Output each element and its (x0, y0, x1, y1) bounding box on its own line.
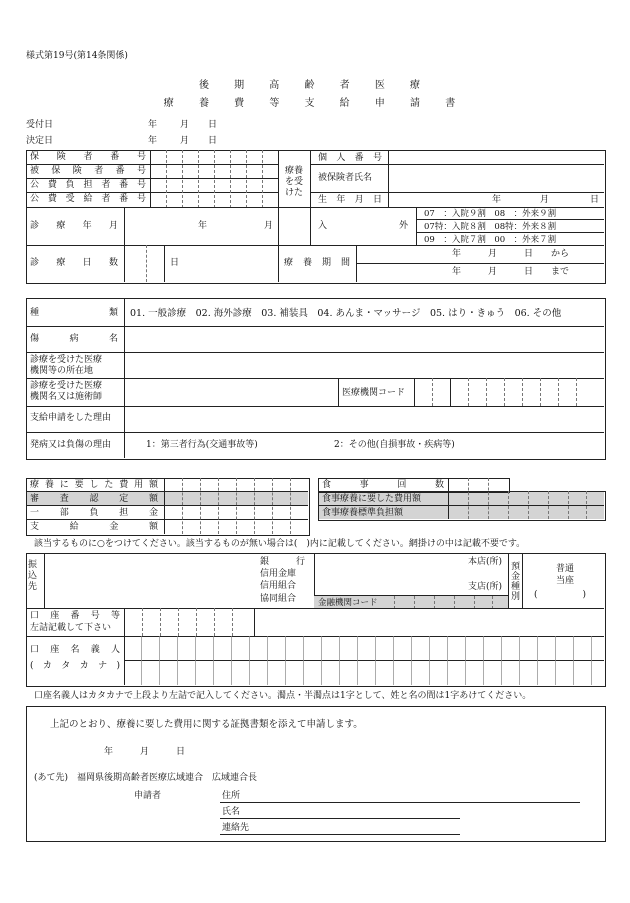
facility-name-label-1: 診療を受けた医療 (30, 381, 103, 391)
option-line-3: 09 ：入院７割 00 ：外来７割 (424, 235, 557, 245)
bank-type-4: 協同組合 (260, 594, 297, 604)
insurer-number-label: 保険者番号 (30, 152, 146, 162)
decision-date-label: 決定日 (26, 136, 54, 146)
bank-code-label: 金融機関コード (318, 598, 378, 608)
public-payer-number-label: 公費負担者番号 (30, 180, 146, 190)
vertical-label: 療養を受けた (284, 166, 303, 198)
insured-number-block (26, 150, 278, 208)
received-date-label: 受付日 (26, 120, 54, 130)
decision-month: 月 (180, 136, 190, 146)
address-line[interactable] (220, 802, 580, 803)
deposit-other: ( ) (534, 590, 587, 600)
account-holder-label: 口座名義人 (30, 645, 120, 655)
bank-type-3: 信用組合 (260, 581, 297, 591)
address-label: 住所 (222, 791, 241, 801)
title-line-1: 後 期 高 齢 者 医 療 (198, 80, 432, 91)
deposit-type-label: 預金種別 (511, 562, 521, 602)
transfer-label: 振込先 (28, 560, 38, 592)
facility-name-label-2: 機関名又は施術師 (30, 392, 103, 402)
inpatient-outpatient-label: 入 外 (318, 221, 408, 231)
facility-code-label: 医療機関コード (342, 388, 406, 398)
note-katakana: 口座名義人はカタカナで上段より左詰で記入してください。濁点・半濁点は1字として、姓と名の間は1字あけてください。 (34, 691, 532, 701)
account-number-note: 左詰記載して下さい (30, 623, 112, 633)
meal-cost-label: 食事療養に要した費用額 (322, 494, 422, 504)
facility-address-label-1: 診療を受けた医療 (30, 355, 103, 365)
received-day: 日 (208, 120, 218, 130)
birth-day: 日 (590, 195, 600, 205)
treatment-period-label: 療養期間 (284, 258, 350, 268)
title-line-2: 療 養 費 等 支 給 申 請 書 (163, 98, 467, 109)
birth-year: 年 (492, 195, 502, 205)
period-to: 年 月 日 まで (452, 267, 570, 277)
public-recipient-number-label: 公費受給者番号 (30, 194, 146, 204)
exam-day-unit: 日 (170, 258, 180, 268)
head-office-label: 本店(所) (468, 557, 503, 567)
holder-grid (124, 636, 604, 685)
received-month: 月 (180, 120, 190, 130)
name-line[interactable] (220, 818, 460, 819)
deposit-current: 当座 (556, 576, 575, 586)
type-label: 種類 (30, 308, 118, 318)
option-line-1: 07 ：入院９割 08 ：外来９割 (424, 209, 557, 219)
period-from: 年 月 日 から (452, 249, 570, 259)
received-year: 年 (148, 120, 158, 130)
account-holder-kana: (カタカナ) (30, 661, 120, 671)
note-circle: 該当するものに○をつけてください。該当するものが無い場合は( )内に記載してください。網掛けの中は記載不要です。 (34, 539, 526, 549)
exam-month: 月 (264, 221, 274, 231)
facility-address-label-2: 機関等の所在地 (30, 366, 94, 376)
account-number-label: 口座番号等 (30, 611, 120, 621)
cause-option-1: 1：第三者行為(交通事故等) (146, 440, 258, 450)
bank-type-1: 銀 行 (260, 557, 306, 567)
copay-label: 一部負担金 (30, 508, 158, 518)
birthdate-label: 生年月日 (318, 195, 382, 205)
personal-number-label: 個人番号 (318, 153, 382, 163)
cost-label: 療養に要した費用額 (30, 480, 158, 490)
declaration-text: 上記のとおり、療養に要した費用に関する証拠書類を添えて申請します。 (50, 719, 363, 730)
insured-number-label: 被保険者番号 (30, 166, 146, 176)
type-options: 01. 一般診療 02. 海外診療 03. 補装具 04. あんま・マッサージ 05. はり・きゅう 06. その他 (130, 308, 562, 319)
addressee: (あて先) 福岡県後期高齢者医療広域連合 広域連合長 (34, 773, 258, 783)
insured-name-label: 被保険者氏名 (318, 173, 373, 183)
exam-year: 年 (198, 221, 208, 231)
deposit-normal: 普通 (556, 564, 575, 574)
bank-type-2: 信用金庫 (260, 569, 297, 579)
contact-label: 連絡先 (222, 823, 250, 833)
form-number: 様式第19号(第14条関係) (26, 51, 128, 61)
declaration-date: 年 月 日 (104, 747, 186, 757)
contact-line[interactable] (220, 834, 460, 835)
meal-standard-label: 食事療養標準負担額 (322, 508, 404, 518)
claim-reason-label: 支給申請をした理由 (30, 413, 112, 423)
applicant-label: 申請者 (134, 791, 162, 801)
cause-option-2: 2：その他(自損事故・疾病等) (334, 440, 455, 450)
treatment-section (26, 298, 606, 460)
birth-month: 月 (540, 195, 550, 205)
disease-name-label: 傷病名 (30, 334, 118, 344)
exam-days-label: 診療日数 (30, 258, 118, 268)
meal-count-label: 食事回数 (322, 480, 444, 490)
option-line-2: 07特：入院８割 08特：外来８割 (424, 222, 557, 232)
exam-month-label: 診療年月 (30, 221, 118, 231)
cause-label: 発病又は負傷の理由 (30, 440, 112, 450)
name-label: 氏名 (222, 807, 241, 817)
review-amount-label: 審査認定額 (30, 494, 158, 504)
decision-day: 日 (208, 136, 218, 146)
branch-label: 支店(所) (468, 582, 503, 592)
decision-year: 年 (148, 136, 158, 146)
payment-amount-label: 支給金額 (30, 522, 158, 532)
